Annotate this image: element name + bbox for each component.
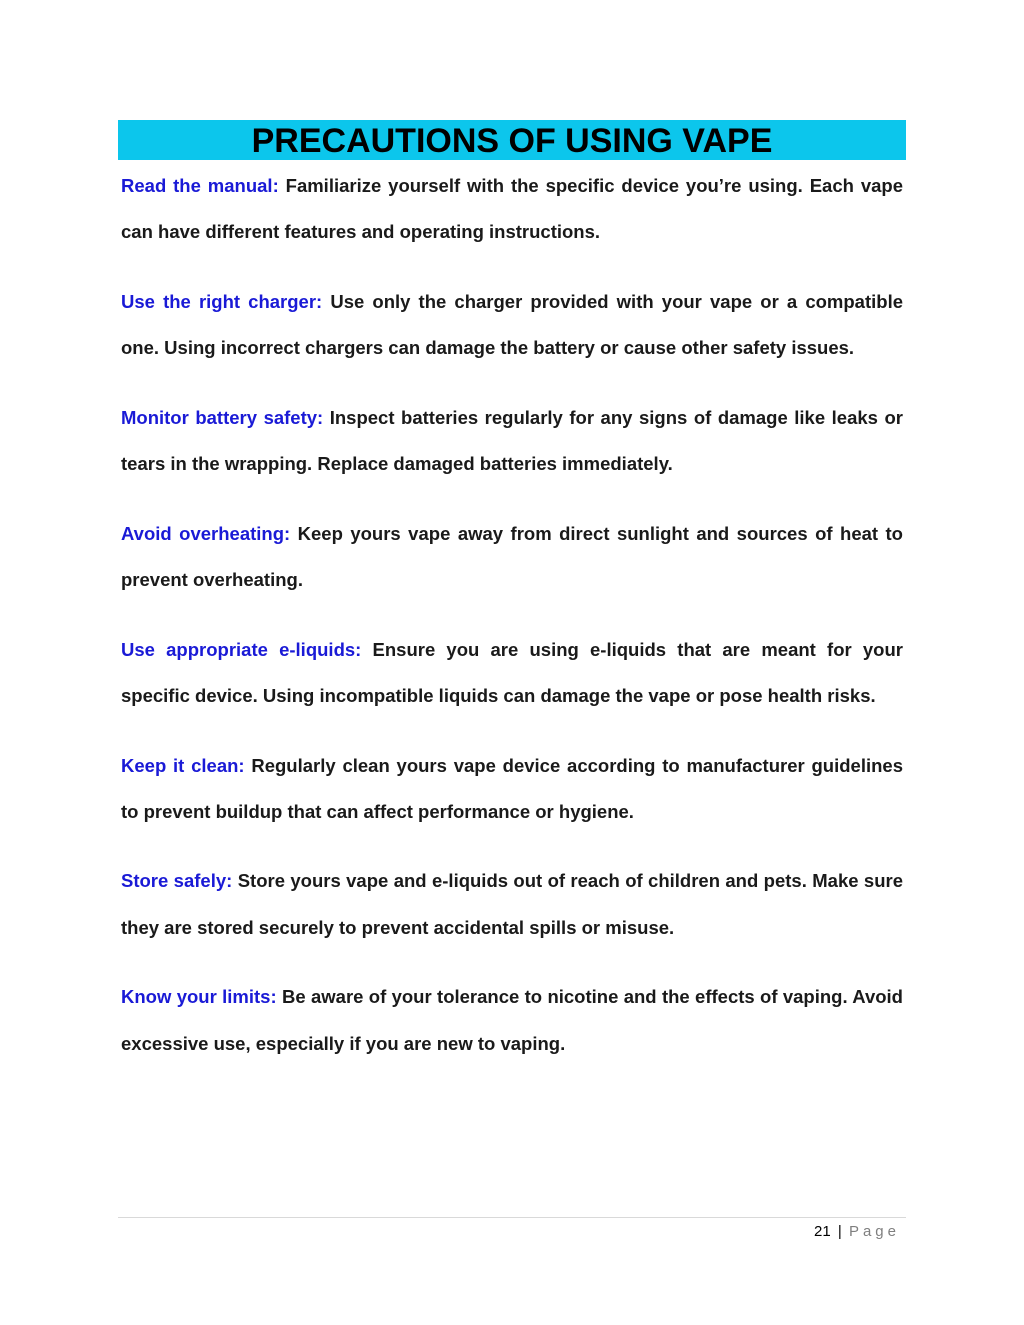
precaution-label: Know your limits: <box>121 986 277 1008</box>
precaution-text: Familiarize yourself with the specific device you’re using. Each vape can have different features and operating instructions. <box>121 175 903 243</box>
precaution-text: Inspect batteries regularly for any signs of damage like leaks or tears in the wrapping. Replace damaged batteries immediately. <box>121 406 903 475</box>
precaution-label: Read the manual: <box>121 175 279 196</box>
precaution-label: Use appropriate e-liquids: <box>121 638 362 660</box>
page-number: 21 <box>814 1223 831 1240</box>
precaution-read-manual <box>121 163 903 255</box>
precaution-text: Be aware of your tolerance to nicotine and the effects of vaping. Avoid excessive use, especially if you are new to vaping. <box>121 986 903 1054</box>
precaution-know-limits <box>121 974 903 1066</box>
precaution-text: Keep yours vape away from direct sunlight and sources of heat to prevent overheating. <box>121 522 903 590</box>
precaution-label: Keep it clean: <box>121 754 245 776</box>
precaution-text: Use only the charger provided with your vape or a compatible one. Using incorrect chargers can damage the battery or cause other safety issues. <box>121 290 903 359</box>
precaution-text: Store yours vape and e-liquids out of reach of children and pets. Make sure they are stored securely to prevent accidental spills or misuse. <box>121 870 903 938</box>
precaution-store-safely <box>121 858 903 950</box>
precaution-keep-clean <box>121 743 903 835</box>
precaution-label: Store safely: <box>121 870 233 892</box>
page-footer <box>814 1222 900 1242</box>
footer-divider <box>118 1217 906 1218</box>
page-label: Page <box>848 1223 900 1240</box>
precaution-text: Regularly clean yours vape device according to manufacturer guidelines to prevent buildup that can affect performance or hygiene. <box>121 754 903 822</box>
precaution-text: Ensure you are using e-liquids that are meant for your specific device. Using incompatible liquids can damage the vape or pose health risks. <box>121 638 903 706</box>
precaution-battery-safety <box>121 395 903 487</box>
precaution-label: Use the right charger: <box>121 290 323 312</box>
precautions-list <box>121 163 903 1090</box>
footer-separator: | <box>837 1223 842 1240</box>
precaution-overheating <box>121 511 903 603</box>
precaution-right-charger <box>121 279 903 371</box>
precaution-label: Monitor battery safety: <box>121 406 324 428</box>
title-banner <box>118 120 906 160</box>
precaution-label: Avoid overheating: <box>121 522 291 544</box>
precaution-e-liquids <box>121 627 903 719</box>
page-title: PRECAUTIONS OF USING VAPE <box>251 122 773 160</box>
